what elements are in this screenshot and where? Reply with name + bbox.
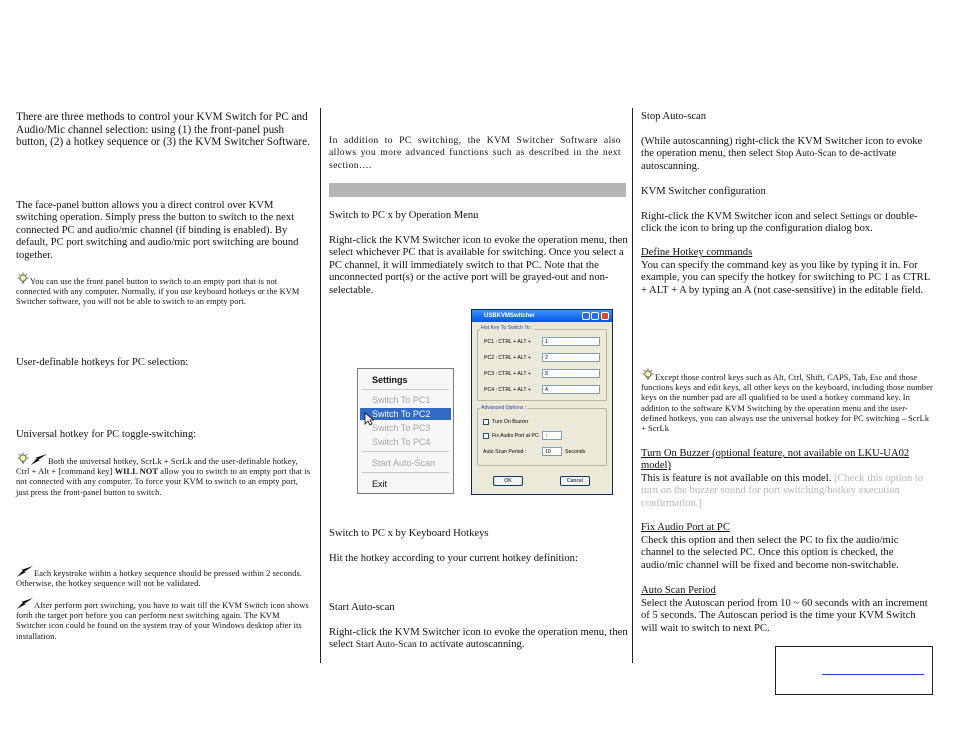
user-hotkeys-heading: User-definable hotkeys for PC selection: — [16, 357, 189, 368]
stop-text-a: (While autoscanning) right-click the KVM Switcher icon to evoke the operation menu, then select — [641, 136, 923, 160]
pc2-hotkey-label: PC2 : CTRL + ALT + — [484, 355, 531, 361]
menu-item-switch-pc2[interactable]: Switch To PC2 — [360, 408, 451, 420]
config-menu-item-name: Settings — [840, 211, 872, 222]
footer-link-underline[interactable] — [822, 674, 924, 675]
tip-empty-port — [16, 272, 310, 308]
buzzer-heading: Turn On Buzzer (optional feature, not available on LKU-UA02 model) — [641, 448, 910, 472]
menu-separator — [362, 389, 449, 390]
buzzer-text: This is feature is not available on this model. — [641, 473, 832, 484]
fix-audio-label: Fix Audio Port at PC — [492, 433, 539, 439]
auto-scan-period-label: Auto Scan Period : — [483, 449, 527, 455]
define-hotkey-heading: Define Hotkey commands — [641, 247, 753, 258]
note-keystroke — [16, 565, 312, 589]
lightning-icon — [16, 565, 34, 578]
tip-control-keys-text: Except those control keys such as Alt, Ctrl, Shift, CAPS, Tab, Esc and those functions keys and edit keys, all other keys on the keyboard, including those number keys on the number pad are all qualified to be used a hotkey command key. In addition to the software KVM Switching by the operation menu and the user-defined hotkeys, you can always use the universal hotkey for PC switching – ScrLk + ScrLk — [641, 373, 933, 434]
note-wait — [16, 597, 312, 642]
menu-item-settings[interactable]: Settings — [372, 375, 408, 385]
auto-scan-period-select[interactable]: 10 — [542, 447, 562, 456]
define-hotkey-paragraph: You can specify the command key as you like by typing it in. For example, you can specify the hotkey for switching to PC 1 as CTRL + ALT + A by typing an A (not case-sensitive) in the editable field. — [641, 260, 930, 296]
auto-scan-period-heading: Auto Scan Period — [641, 585, 716, 596]
menu-item-start-auto-scan[interactable]: Start Auto-Scan — [372, 458, 436, 468]
advanced-intro: In addition to PC switching, the KVM Switcher Software also allows you more advanced functions such as described in the next section…. — [329, 135, 621, 171]
note-wait-text: After perform port switching, you have to wait till the KVM Switch icon shows forth the target port before you can perform next switching again. The KVM Switcher icon could be found on the system tray of your Windows desktop after its installation. — [16, 601, 309, 641]
autoscan-text-a: Right-click the KVM Switcher icon to evoke the operation menu, then select — [329, 627, 628, 651]
page-footer-box — [775, 646, 933, 695]
auto-scan-unit: Seconds — [565, 449, 586, 455]
stop-menu-item-name: Stop Auto-Scan — [775, 148, 837, 160]
pc4-hotkey-label: PC4 : CTRL + ALT + — [484, 387, 531, 393]
config-text-b: or double-click the icon to bring up the configuration dialog box. — [641, 211, 918, 235]
close-icon[interactable] — [601, 312, 609, 320]
config-heading: KVM Switcher configuration — [641, 186, 766, 197]
pc3-hotkey-field[interactable]: 3 — [542, 369, 600, 378]
pc2-hotkey-field[interactable]: 2 — [542, 353, 600, 362]
fix-audio-paragraph: Check this option and then select the PC to fix the audio/mic channel to the selected PC. Once this option is checked, the audio/mic channel will be fixed and become non-switchable. — [641, 535, 899, 571]
note-universal-text-a: Both the universal hotkey, ScrLk + ScrLk and the user-definable hotkey, Ctrl + Alt + [command key] — [16, 457, 298, 477]
intro-paragraph: There are three methods to control your KVM Switch for PC and Audio/Mic channel selection: using (1) the front-panel push button, (2) a hotkey sequence or (3) the KVM Switcher Software. — [16, 111, 310, 149]
buzzer-paragraph — [641, 473, 933, 510]
lightbulb-icon — [641, 368, 655, 382]
minimize-icon[interactable] — [582, 312, 590, 320]
note-universal-bold: WILL NOT — [114, 467, 159, 477]
menu-separator — [362, 472, 449, 473]
autoscan-menu-item-name: Start Auto-Scan — [355, 639, 417, 651]
universal-hotkey-heading: Universal hotkey for PC toggle-switching: — [16, 429, 197, 440]
fix-audio-checkbox[interactable] — [483, 433, 489, 439]
menu-item-switch-pc1[interactable]: Switch To PC1 — [372, 395, 431, 405]
settings-dialog — [471, 309, 613, 495]
lightbulb-icon — [16, 452, 30, 466]
auto-scan-period-paragraph: Select the Autoscan period from 10 ~ 60 seconds with an increment of 5 seconds. The Autoscan period is the time your KVM Switch will wait to switch to next PC. — [641, 598, 928, 634]
ok-button[interactable]: OK — [493, 476, 523, 486]
pc1-hotkey-label: PC1 : CTRL + ALT + — [484, 339, 531, 345]
turn-on-buzzer-checkbox[interactable] — [483, 419, 489, 425]
note-universal-text-b: allow you to switch to an empty port that is not connected with any computer. To force your KVM to switch to an empty port, just press the front-panel button to switch. — [16, 467, 311, 497]
stop-autoscan-heading: Stop Auto-scan — [641, 111, 707, 122]
face-panel-paragraph: The face-panel button allows you a direct control over KVM switching operation. Simply press the button to switch to the next connected PC and audio/mic channel (if binding is enabled). By default, PC port switching and audio/mic port switching are bound together. — [16, 200, 299, 261]
switch-menu-paragraph: Right-click the KVM Switcher icon to evoke the operation menu, then select whichever PC that is available for switching. Once you select a PC channel, it will immediately switch to that PC. Note that the unconnected port(s) or the active port will be grayed-out and non-selectable. — [329, 235, 628, 296]
mouse-cursor-icon — [364, 412, 374, 426]
tip-control-keys — [641, 368, 933, 434]
autoscan-heading: Start Auto-scan — [329, 602, 395, 613]
menu-item-switch-pc4[interactable]: Switch To PC4 — [372, 437, 431, 447]
cancel-button[interactable]: Cancel — [560, 476, 590, 486]
stop-text-b: to de-activate autoscanning. — [641, 148, 897, 172]
keyboard-paragraph: Hit the hotkey according to your current hotkey definition: — [329, 553, 578, 564]
buzzer-grayed-text: [Check this option to turn on the buzzer sound for port switching/hotkey execution confirmation.] — [641, 473, 924, 509]
autoscan-paragraph — [329, 627, 629, 652]
config-text-a: Right-click the KVM Switcher icon and select — [641, 211, 841, 222]
menu-separator — [362, 451, 449, 452]
dialog-title: USBKVMSwitcher — [484, 313, 536, 319]
menu-item-switch-pc3[interactable]: Switch To PC3 — [372, 423, 431, 433]
maximize-icon[interactable] — [591, 312, 599, 320]
lightning-icon — [16, 597, 34, 610]
lightning-icon — [30, 453, 48, 466]
menu-item-exit[interactable]: Exit — [372, 479, 388, 489]
fix-audio-select[interactable]: 1 — [542, 431, 562, 440]
section-header-bar — [329, 183, 626, 197]
tip-empty-port-text: You can use the front panel button to switch to an empty port that is not connected with any computer. Normally, if you use keyboard hotkeys or the KVM Switcher software, you will not be able to switch to an empty port. — [16, 277, 300, 307]
advanced-group-label: Advanced Options : — [481, 405, 527, 411]
pc3-hotkey-label: PC3 : CTRL + ALT + — [484, 371, 531, 377]
turn-on-buzzer-label: Turn On Buzzer — [492, 419, 529, 425]
column-divider-left — [320, 108, 321, 663]
switch-menu-heading: Switch to PC x by Operation Menu — [329, 210, 479, 221]
config-paragraph — [641, 211, 931, 236]
fix-audio-heading: Fix Audio Port at PC — [641, 522, 730, 533]
note-universal-hotkey — [16, 452, 312, 498]
stop-autoscan-paragraph — [641, 136, 931, 173]
autoscan-text-b: to activate autoscanning. — [416, 639, 525, 651]
hotkey-group-label: Hot Key To Switch To : — [481, 325, 533, 331]
pc4-hotkey-field[interactable]: 4 — [542, 385, 600, 394]
column-divider-right — [632, 108, 633, 663]
pc1-hotkey-field[interactable]: 1 — [542, 337, 600, 346]
note-keystroke-text: Each keystroke within a hotkey sequence should be pressed within 2 seconds. Otherwise, the hotkey sequence will not be validated. — [16, 569, 302, 589]
keyboard-heading: Switch to PC x by Keyboard Hotkeys — [329, 528, 489, 539]
dialog-title-bar — [472, 310, 612, 322]
lightbulb-icon — [16, 272, 30, 286]
operation-context-menu — [357, 368, 454, 494]
